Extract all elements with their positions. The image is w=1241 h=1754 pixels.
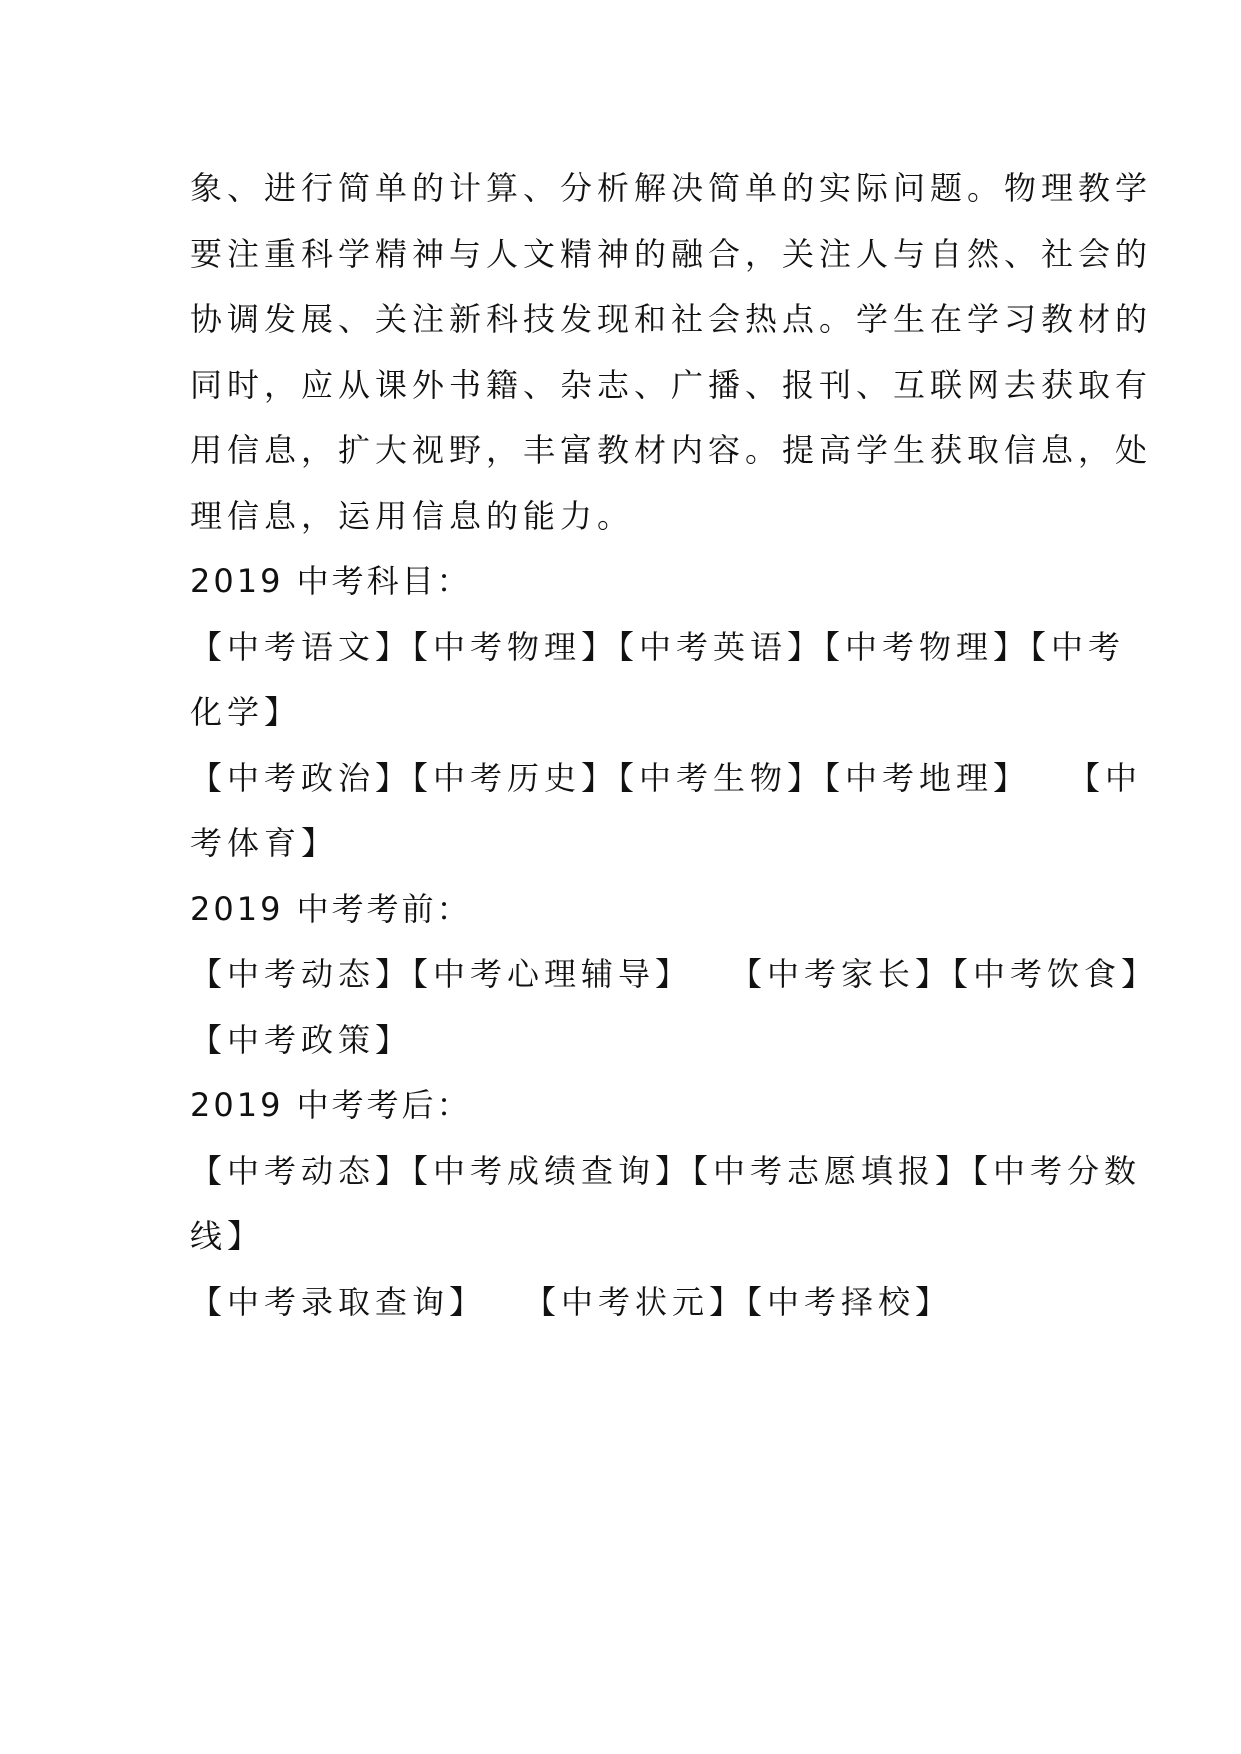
subjects-links-line[interactable] [190,746,1143,812]
paragraph-line: 协调发展、关注新科技发现和社会热点。学生在学习教材的 [190,300,1153,338]
subjects-heading: 2019 中考科目： [190,562,472,600]
after-exam-heading: 2019 中考考后： [190,1086,472,1124]
before-exam-links-segment[interactable]: 【中考动态】【中考心理辅导】 [190,955,693,993]
subjects-links-segment[interactable]: 【中考政治】【中考历史】【中考生物】【中考地理】 [190,758,1031,797]
before-exam-heading: 2019 中考考前： [190,889,472,928]
subjects-links-segment[interactable]: 【中 [1068,758,1143,797]
paragraph-line: 理信息，运用信息的能力。 [190,496,635,535]
after-exam-links-line[interactable]: 【中考动态】【中考成绩查询】【中考志愿填报】【中考分数 [190,1151,1142,1190]
paragraph-line: 象、进行简单的计算、分析解决简单的实际问题。物理教学 [190,169,1153,207]
after-exam-links-line[interactable]: 线】 [190,1217,265,1255]
subjects-links-line[interactable]: 考体育】 [190,824,339,862]
after-exam-links-line[interactable] [190,1270,1070,1336]
before-exam-links-segment[interactable]: 【中考家长】【中考饮食】 [730,955,1159,993]
subjects-links-line[interactable]: 【中考语文】【中考物理】【中考英语】【中考物理】【中考 [190,627,1126,666]
document-body [190,156,1159,1335]
paragraph-line: 同时，应从课外书籍、杂志、广播、报刊、互联网去获取有 [190,365,1153,404]
subjects-links-line[interactable]: 化学】 [190,693,302,731]
paragraph-line: 用信息，扩大视野，丰富教材内容。提高学生获取信息，处 [190,431,1153,469]
paragraph-line: 要注重科学精神与人文精神的融合，关注人与自然、社会的 [190,234,1153,273]
after-exam-links-segment[interactable]: 【中考录取查询】 [190,1282,487,1321]
before-exam-links-line[interactable]: 【中考政策】 [190,1020,413,1059]
before-exam-links-line[interactable] [190,942,1159,1008]
after-exam-links-segment[interactable]: 【中考状元】【中考择校】 [524,1282,953,1321]
